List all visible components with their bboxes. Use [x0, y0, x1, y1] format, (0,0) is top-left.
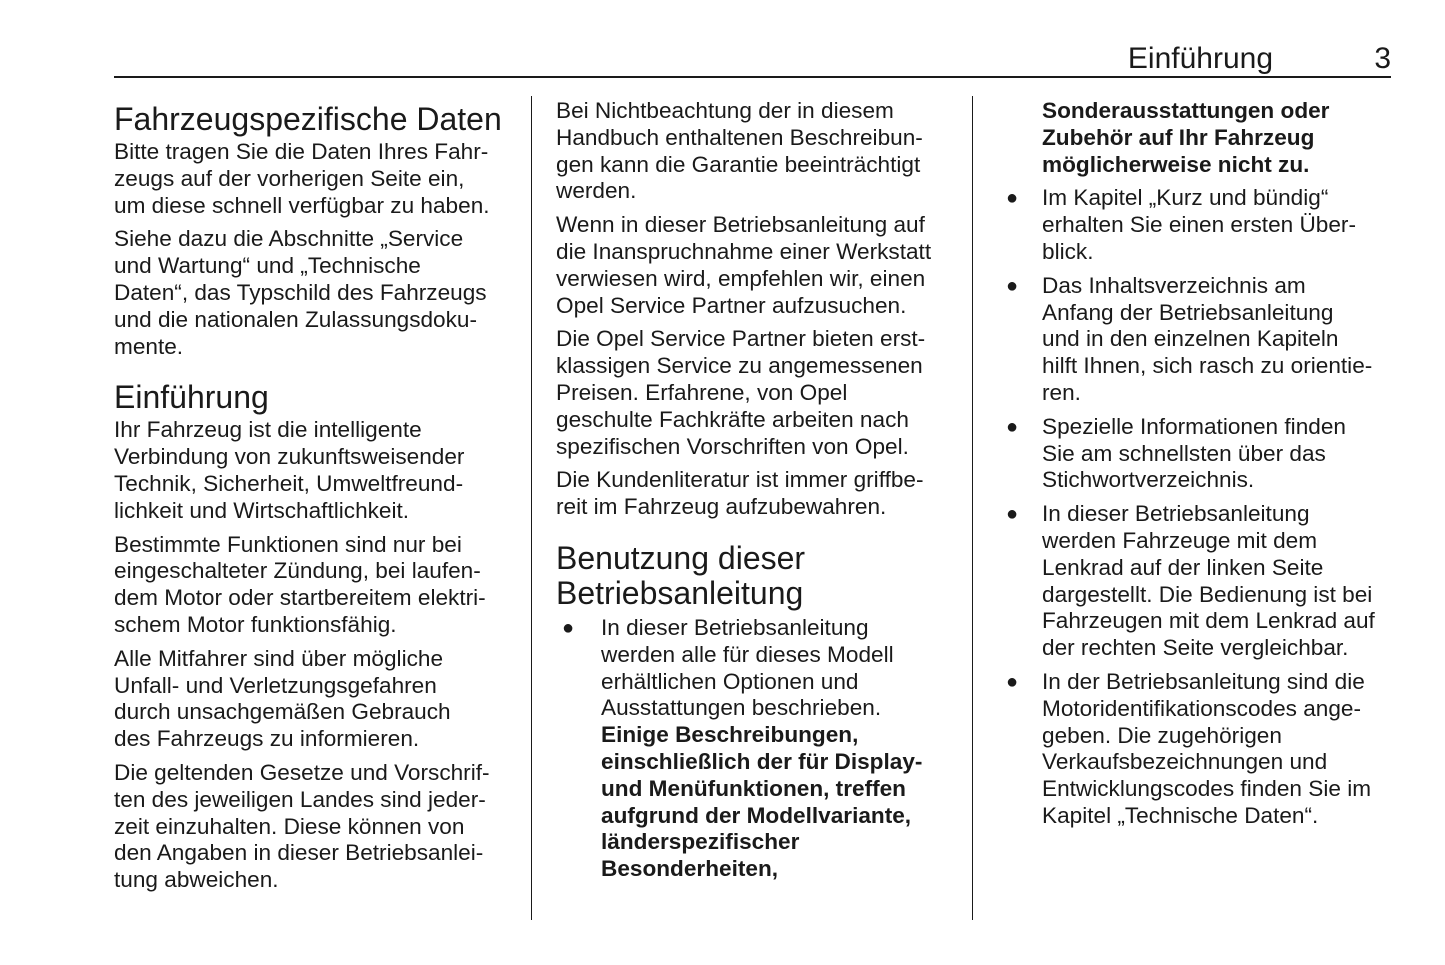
page-number: 3 [1374, 42, 1391, 75]
bullet-list [556, 615, 958, 883]
bullet-icon: ● [1006, 670, 1019, 693]
bullet-icon: ● [1006, 503, 1019, 526]
column-right [1000, 98, 1394, 837]
page-header [114, 40, 1391, 78]
list-item [556, 615, 958, 883]
chapter-title: Einführung [1127, 42, 1273, 75]
list-item-text: Das Inhaltsverzeichnis am Anfang der Betriebsanleitung und in den einzelnen Kapiteln hilft Ihnen, sich rasch zu orientie- ren. [1042, 272, 1373, 405]
paragraph: Wenn in dieser Betriebsanleitung auf die Inanspruchnahme einer Werkstatt verwiesen wird, empfehlen wir, einen Opel Service Partner aufzusuchen. [556, 212, 932, 318]
list-item-text: Spezielle Informationen finden Sie am schnellsten über das Stichwortverzeichnis. [1042, 413, 1346, 493]
list-item [1000, 185, 1394, 265]
list-item [1000, 501, 1394, 662]
list-item [1000, 273, 1394, 407]
section-heading-introduction: Einführung [114, 379, 269, 416]
bullet-icon: ● [1006, 415, 1019, 438]
paragraph: Die Kundenliteratur ist immer griffbe- reit im Fahrzeug aufzubewahren. [556, 467, 924, 520]
column-divider [531, 96, 532, 920]
bullet-icon: ● [562, 616, 575, 639]
paragraph: Die geltenden Gesetze und Vorschrif- ten des jeweiligen Landes sind jeder- zeit einzuhalten. Diese können von den Angaben in dieser Betriebsanlei- tung abweichen. [114, 759, 490, 893]
list-item-text: Im Kapitel „Kurz und bündig“ erhalten Sie einen ersten Über- blick. [1042, 185, 1356, 264]
list-item-text: In der Betriebsanleitung sind die Motoridentifikationscodes ange- geben. Die zugehörigen Verkaufsbezeichnungen und Entwicklungscodes finden Sie im Kapitel „Technische Daten“. [1042, 668, 1372, 828]
bullet-list [1000, 185, 1394, 829]
list-item [1000, 669, 1394, 830]
list-item-continuation-bold: Sonderausstattungen oder Zubehör auf Ihr Fahrzeug möglicherweise nicht zu. [1042, 98, 1330, 177]
bullet-icon: ● [1006, 274, 1019, 297]
column-left [114, 98, 519, 901]
paragraph: Ihr Fahrzeug ist die intelligente Verbindung von zukunftsweisender Technik, Sicherheit, Umweltfreund- lichkeit und Wirtschaftlichkeit. [114, 417, 465, 523]
paragraph: Siehe dazu die Abschnitte „Service und Wartung“ und „Technische Daten“, das Typschild des Fahrzeugs und die nationalen Zulassungsdoku- mente. [114, 226, 487, 359]
bullet-icon: ● [1006, 187, 1019, 210]
list-item [1000, 414, 1394, 494]
paragraph: Bestimmte Funktionen sind nur bei eingeschalteter Zündung, bei laufen- dem Motor oder startbereitem elektri- schem Motor funktionsfähig. [114, 531, 486, 637]
list-item-text: In dieser Betriebsanleitung werden Fahrzeuge mit dem Lenkrad auf der linken Seite dargestellt. Die Bedienung ist bei Fahrzeugen mit dem Lenkrad auf der rechten Seite vergleichbar. [1042, 501, 1375, 661]
list-item-text-bold: Einige Beschreibungen, einschließlich der für Display- und Menüfunktionen, treffen aufgrund der Modellvariante, länderspezifischer Besonderheiten, [601, 722, 923, 882]
section-heading-usage: Benutzung dieser Betriebsanleitung [556, 539, 806, 611]
paragraph: Alle Mitfahrer sind über mögliche Unfall- und Verletzungsgefahren durch unsachgemäßen Gebrauch des Fahrzeugs zu informieren. [114, 645, 451, 752]
section-heading-vehicle-data: Fahrzeugspezifische Daten [114, 101, 502, 137]
paragraph: Bei Nichtbeachtung der in diesem Handbuch enthaltenen Beschreibun- gen kann die Garantie beeinträchtigt werden. [556, 98, 923, 204]
paragraph: Bitte tragen Sie die Daten Ihres Fahr- zeugs auf der vorherigen Seite ein, um diese schnell verfügbar zu haben. [114, 139, 490, 218]
paragraph: Die Opel Service Partner bieten erst- klassigen Service zu angemessenen Preisen. Erfahrene, von Opel geschulte Fachkräfte arbeiten nach spezifischen Vorschriften von Opel. [556, 326, 926, 459]
column-divider [972, 96, 973, 920]
list-item-text: In dieser Betriebsanleitung werden alle für dieses Modell erhältlichen Optionen und Ausstattungen beschrieben. [601, 614, 894, 721]
column-middle [556, 98, 958, 890]
